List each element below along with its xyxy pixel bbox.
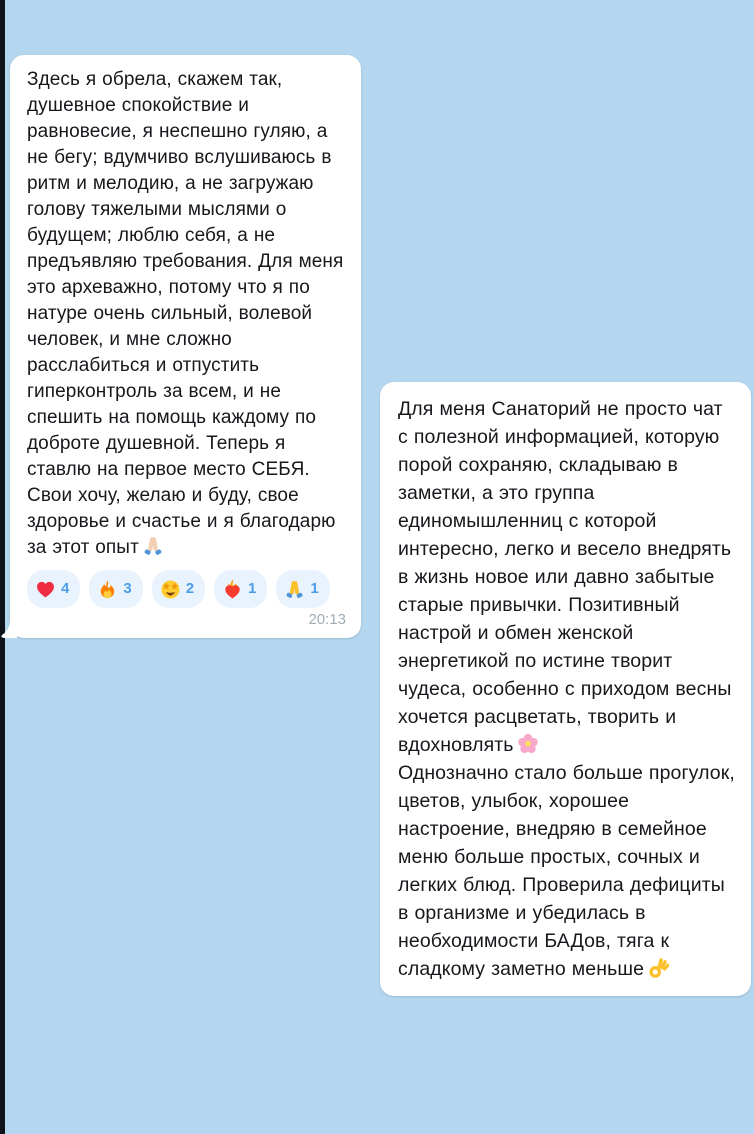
red-heart-icon bbox=[35, 579, 56, 600]
reaction-count: 1 bbox=[248, 580, 257, 597]
reaction-count: 1 bbox=[310, 580, 319, 597]
star-struck-icon bbox=[160, 579, 181, 600]
reaction-count: 3 bbox=[123, 580, 132, 597]
bubble-tail bbox=[1, 620, 17, 638]
reaction-pill[interactable] bbox=[89, 570, 142, 608]
incoming-message-bubble-2[interactable] bbox=[380, 382, 751, 996]
message-text: Здесь я обрела, скажем так, душевное спокойствие и равновесие, я неспешно гуляю, а не бегу; вдумчиво вслушиваюсь в ритм и мелодию, а не загружаю голову тяжелыми мыслями о будущем; люблю себя, а не предъявляю требования. Для меня это археважно, потому что я по натуре очень сильный, волевой человек, и мне сложно расслабиться и отпустить гиперконтроль за всем, и не спешить на помощь каждому по доброте душевной. Теперь я ставлю на первое место СЕБЯ. Свои хочу, желаю и буду, свое здоровье и счастье и я благодарю за этот опыт bbox=[27, 69, 344, 558]
message-text: Однозначно стало больше прогулок, цветов, улыбок, хорошее настроение, внедряю в семейное меню больше простых, сочных и легких блюд. Проверила дефициты в организме и убедилась в необходимости БАДов, тяга к сладкому заметно меньше bbox=[398, 762, 735, 980]
message-paragraph bbox=[398, 395, 736, 759]
incoming-message-bubble-1[interactable] bbox=[10, 55, 361, 638]
ok-hand-emoji bbox=[647, 957, 669, 979]
message-timestamp: 20:13 bbox=[308, 611, 346, 628]
reaction-pill[interactable] bbox=[27, 570, 80, 608]
reactions-row bbox=[27, 570, 346, 608]
heart-fire-icon bbox=[222, 579, 243, 600]
message-text: Для меня Санаторий не просто чат с полезной информацией, которую порой сохраняю, складываю в заметки, а это группа единомышленниц с которой интересно, легко и весело внедрять в жизнь новое или давно забытые старые привычки. Позитивный настрой и обмен женской энергетикой по истине творит чудеса, особенно с приходом весны хочется расцветать, творить и вдохновлять bbox=[398, 398, 732, 756]
fire-icon bbox=[97, 579, 118, 600]
reaction-pill[interactable] bbox=[152, 570, 205, 608]
reaction-count: 2 bbox=[185, 580, 195, 597]
reaction-pill[interactable] bbox=[214, 570, 267, 608]
screen-edge-strip bbox=[0, 0, 5, 1134]
reaction-pill[interactable] bbox=[276, 570, 329, 608]
folded-hands-icon bbox=[284, 579, 305, 600]
folded-hands-light-emoji bbox=[142, 535, 164, 557]
message-paragraph bbox=[398, 759, 736, 983]
reaction-count: 4 bbox=[61, 580, 70, 597]
cherry-blossom-emoji bbox=[517, 733, 539, 755]
